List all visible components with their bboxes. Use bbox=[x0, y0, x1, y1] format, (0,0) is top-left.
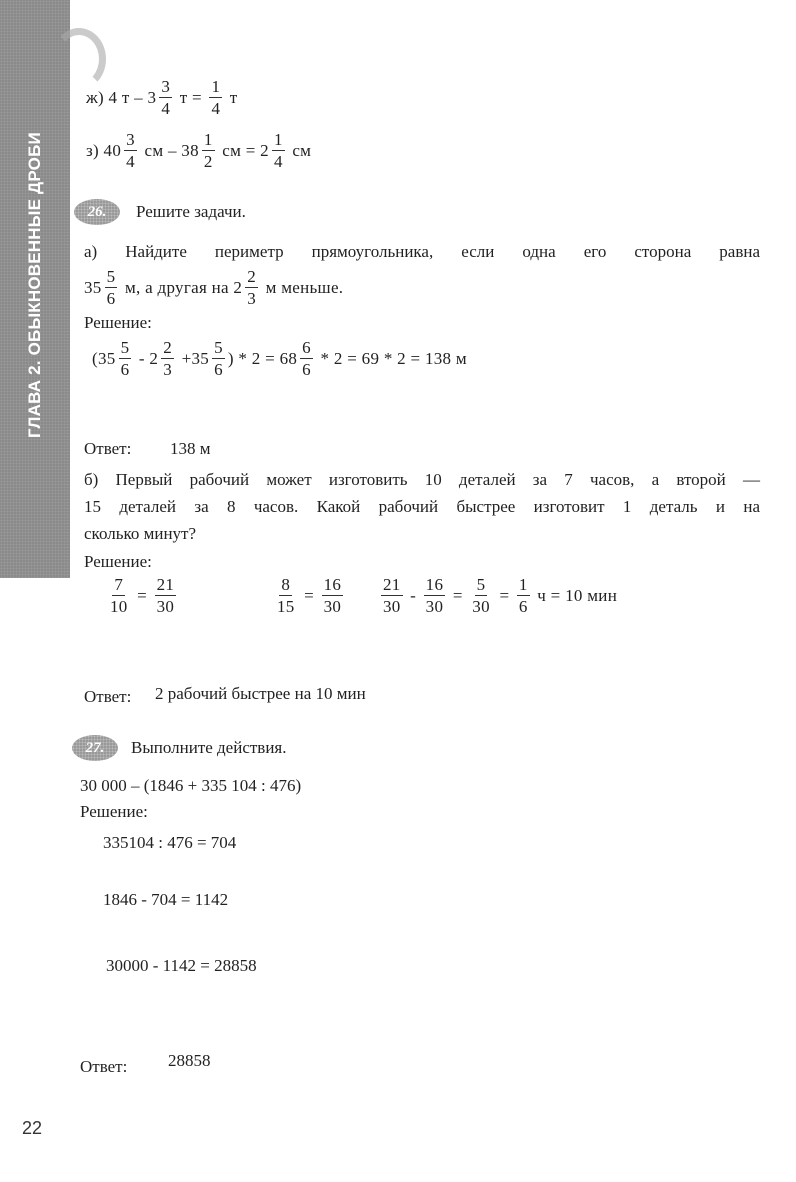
solution-label: Решение: bbox=[84, 313, 152, 332]
numerator: 2 bbox=[163, 338, 173, 357]
numerator: 5 bbox=[476, 575, 486, 594]
math-text: ) * 2 = 68 bbox=[227, 348, 298, 368]
denominator: 10 bbox=[110, 597, 128, 616]
denominator: 30 bbox=[425, 597, 444, 616]
solution-step: 1846 - 704 = 1142 bbox=[103, 890, 229, 909]
task-b-solution-1 bbox=[105, 576, 179, 615]
fraction bbox=[381, 576, 403, 615]
answer-label: Ответ: bbox=[80, 1057, 128, 1076]
denominator: 4 bbox=[161, 99, 171, 118]
math-text: ж) 4 т – 3 bbox=[86, 87, 157, 107]
page-number: 22 bbox=[22, 1118, 43, 1138]
fraction bbox=[470, 576, 492, 615]
fraction bbox=[124, 131, 137, 170]
fraction bbox=[275, 576, 297, 615]
task-b-text-1: б) Первый рабочий может изготовить 10 деталей за 7 часов, а второй — bbox=[84, 470, 760, 489]
numerator: 6 bbox=[302, 338, 311, 357]
fraction bbox=[105, 268, 118, 307]
denominator: 15 bbox=[277, 597, 295, 616]
math-text: т = bbox=[175, 87, 207, 107]
solution-step: 30000 - 1142 = 28858 bbox=[106, 956, 257, 975]
exercise-z bbox=[86, 131, 311, 170]
denominator: 30 bbox=[472, 597, 490, 616]
math-text: +35 bbox=[177, 348, 210, 368]
task-b-text-3: сколько минут? bbox=[84, 524, 197, 543]
fraction bbox=[517, 576, 530, 615]
task-b-answer: 2 рабочий быстрее на 10 мин bbox=[155, 684, 366, 703]
fraction bbox=[161, 339, 174, 378]
fraction bbox=[272, 131, 285, 170]
numerator: 16 bbox=[425, 575, 444, 594]
task-number-badge: 27. bbox=[72, 735, 118, 761]
denominator: 6 bbox=[106, 289, 116, 308]
numerator: 5 bbox=[214, 338, 223, 357]
fraction bbox=[424, 576, 446, 615]
denominator: 4 bbox=[273, 152, 283, 171]
math-text: см – 38 bbox=[139, 140, 199, 160]
denominator: 6 bbox=[120, 360, 130, 379]
math-text: - bbox=[405, 585, 421, 605]
numerator: 16 bbox=[323, 575, 342, 594]
task-a-answer: 138 м bbox=[170, 439, 211, 458]
fraction bbox=[108, 576, 130, 615]
task-number-badge: 26. bbox=[74, 199, 120, 225]
task-title: Решите задачи. bbox=[136, 202, 246, 221]
math-text: м, а другая на 2 bbox=[120, 277, 243, 297]
math-text: т bbox=[225, 87, 238, 107]
task-a-solution bbox=[92, 339, 467, 378]
math-text: м меньше. bbox=[261, 277, 344, 297]
denominator: 2 bbox=[203, 152, 213, 171]
math-text: = bbox=[132, 585, 152, 605]
solution-step: 335104 : 476 = 704 bbox=[103, 833, 237, 852]
denominator: 6 bbox=[214, 360, 223, 379]
numerator: 2 bbox=[247, 267, 257, 286]
numerator: 5 bbox=[106, 267, 116, 286]
task-answer: 28858 bbox=[168, 1051, 211, 1070]
task-b-solution-3 bbox=[378, 576, 617, 615]
numerator: 5 bbox=[120, 338, 130, 357]
task-b-solution-2 bbox=[272, 576, 346, 615]
solution-label: Решение: bbox=[80, 802, 148, 821]
chapter-title: ГЛАВА 2. ОБЫКНОВЕННЫЕ ДРОБИ bbox=[25, 132, 44, 438]
denominator: 3 bbox=[247, 289, 257, 308]
math-text: 35 bbox=[84, 277, 102, 297]
solution-label: Решение: bbox=[84, 552, 152, 571]
denominator: 4 bbox=[211, 99, 221, 118]
fraction bbox=[202, 131, 215, 170]
answer-label: Ответ: bbox=[84, 687, 132, 706]
denominator: 30 bbox=[323, 597, 342, 616]
math-text: = bbox=[448, 585, 468, 605]
task-a-text-2 bbox=[84, 268, 343, 307]
numerator: 1 bbox=[203, 130, 213, 149]
fraction bbox=[322, 576, 344, 615]
denominator: 6 bbox=[518, 597, 528, 616]
denominator: 6 bbox=[302, 360, 311, 379]
fraction bbox=[155, 576, 177, 615]
numerator: 21 bbox=[383, 575, 401, 594]
fraction bbox=[212, 339, 225, 378]
denominator: 3 bbox=[163, 360, 173, 379]
denominator: 30 bbox=[156, 597, 175, 616]
fraction bbox=[159, 78, 172, 117]
task-expression: 30 000 – (1846 + 335 104 : 476) bbox=[80, 776, 302, 795]
numerator: 1 bbox=[518, 575, 528, 594]
math-text: см bbox=[287, 140, 312, 160]
numerator: 3 bbox=[126, 130, 135, 149]
math-text: - 2 bbox=[134, 348, 159, 368]
numerator: 1 bbox=[211, 77, 221, 96]
task-title: Выполните действия. bbox=[131, 738, 287, 757]
fraction bbox=[300, 339, 313, 378]
denominator: 30 bbox=[383, 597, 401, 616]
numerator: 21 bbox=[156, 575, 175, 594]
numerator: 7 bbox=[114, 575, 124, 594]
math-text: * 2 = 69 * 2 = 138 м bbox=[315, 348, 467, 368]
task-a-text: а) Найдите периметр прямоугольника, если одна его сторона равна bbox=[84, 242, 760, 261]
answer-label: Ответ: bbox=[84, 439, 132, 458]
math-text: = bbox=[299, 585, 319, 605]
fraction bbox=[119, 339, 132, 378]
exercise-zh bbox=[86, 78, 238, 117]
chapter-sidebar bbox=[0, 0, 70, 578]
math-text: = bbox=[494, 585, 514, 605]
math-text: см = 2 bbox=[217, 140, 269, 160]
numerator: 3 bbox=[161, 77, 171, 96]
task-b-text-2: 15 деталей за 8 часов. Какой рабочий быстрее изготовит 1 деталь и на bbox=[84, 497, 760, 516]
math-text: з) 40 bbox=[86, 140, 122, 160]
fraction bbox=[209, 78, 222, 117]
numerator: 1 bbox=[273, 130, 283, 149]
fraction bbox=[245, 268, 258, 307]
math-text: ч = 10 мин bbox=[532, 585, 618, 605]
numerator: 8 bbox=[281, 575, 291, 594]
denominator: 4 bbox=[126, 152, 135, 171]
math-text: (35 bbox=[92, 348, 116, 368]
